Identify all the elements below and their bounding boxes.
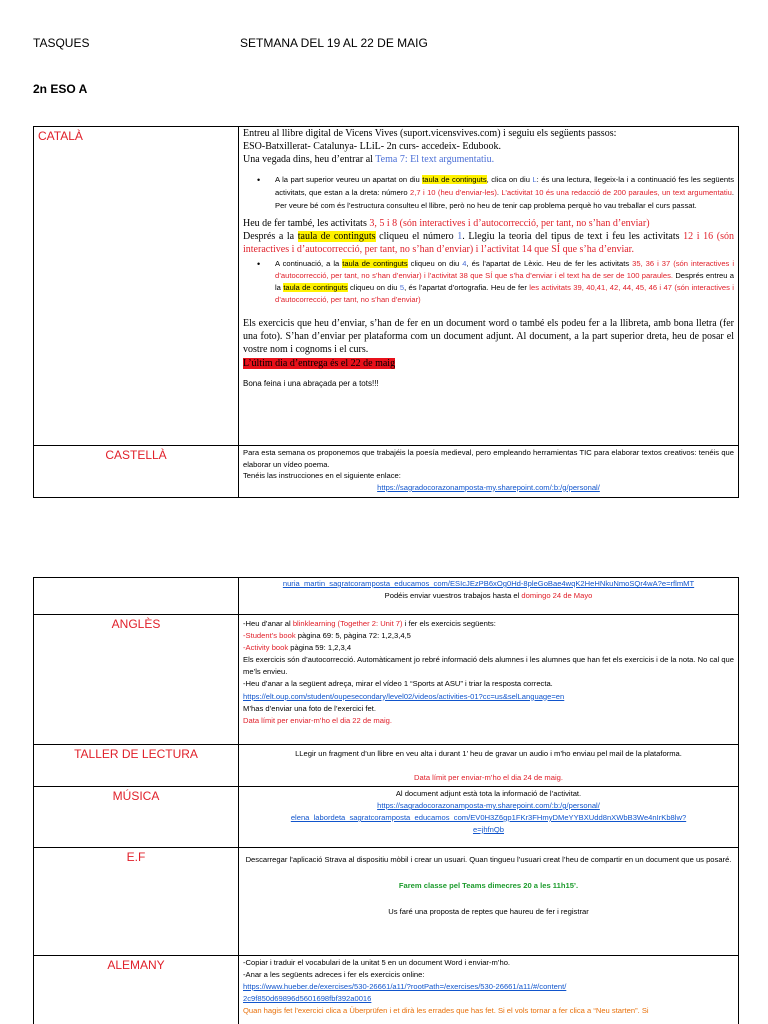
angles-line-4: Els exercicis són d’autocorrecció. Automàticament jo rebré informació dels alumnes i les alumnes que han fet els exercicis i de la nota. No cal que me’ls envieu. xyxy=(243,655,734,677)
alemany-link-1[interactable]: https://www.hueber.de/exercises/530-26661/a11/?rootPath=/exercises/530-26661/a11/#/content/ xyxy=(243,982,567,991)
musica-line-1: Al document adjunt està tota la informació de l’activitat. xyxy=(395,789,582,798)
content-angles xyxy=(239,615,739,745)
content-taller xyxy=(239,745,739,787)
musica-link-3[interactable]: e=jhfnQb xyxy=(472,825,505,834)
subject-ef: E.F xyxy=(34,848,239,956)
alemany-line-1: -Copiar i traduir el vocabulari de la unitat 5 en un document Word i enviar-m’ho. xyxy=(243,958,511,967)
alemany-line-3: Quan hagis fet l’exercici clica a Überprüfen i et dirà les errades que has fet. Si el vols tornar a fer clica a “Neu starten”. Si xyxy=(243,1006,649,1015)
header-week: SETMANA DEL 19 AL 22 DE MAIG xyxy=(240,36,428,50)
taller-line-1: LLegir un fragment d’un llibre en veu alta i durant 1’ heu de gravar un audio i m’ho enviau pel mail de la plataforma. xyxy=(295,749,682,758)
subject-taller: TALLER DE LECTURA xyxy=(34,745,239,787)
catala-intro-3: Una vegada dins, heu d’entrar al Tema 7: El text argumentatiu. xyxy=(243,153,495,165)
ef-line-3: Us faré una proposta de reptes que haureu de fer i registrar xyxy=(388,907,589,916)
tasks-table-page2 xyxy=(33,577,739,1024)
castella-line-1: Para esta semana os proponemos que trabajéis la poesía medieval, pero empleando herramientas TIC para elaborar textos creativos: tenéis que elaborar un vídeo poema. xyxy=(243,448,734,469)
table-row-catala xyxy=(34,127,739,446)
castella-line-2: Tenéis las instrucciones en el siguiente enlace: xyxy=(243,471,401,481)
table-row-musica xyxy=(34,787,739,848)
subject-catala: CATALÀ xyxy=(34,127,239,446)
subject-angles: ANGLÈS xyxy=(34,615,239,745)
subject-alemany: ALEMANY xyxy=(34,956,239,1024)
subject-empty xyxy=(34,578,239,615)
taller-deadline: Data límit per enviar-m’ho el dia 24 de maig. xyxy=(414,773,563,782)
angles-line-6: M’has d’enviar una foto de l’exercici fet. xyxy=(243,703,376,713)
table-row-castella-cont xyxy=(34,578,739,615)
catala-bullet-2: • A continuació, a la taula de continguts cliqueu on diu 4, és l’apartat de Lèxic. Heu de fer les activitats 35, 36 i 37 (són interactives i d’autocorrecció, per tant, no s’han d’enviar) i l’activitat 38 que SÍ que s’ha d’enviar i el text ha de ser de 100 paraules. Després entreu a la taula de continguts cliqueu on diu 5, és l’apartat d’ortografia. Heu de fer les activitats 39, 40,41, 42, 44, 45, 46 i 47 (són interactives i d’autocorrecció, per tant, no s’han d’enviar) xyxy=(257,258,734,307)
content-ef xyxy=(239,848,739,956)
castella-send-line: Podéis enviar vuestros trabajos hasta el domingo 24 de Mayo xyxy=(384,590,593,600)
angles-link[interactable]: https://elt.oup.com/student/oupesecondary/level02/videos/activities-01?cc=us&selLanguage=en xyxy=(243,691,565,701)
content-castella xyxy=(239,446,739,498)
castella-link-cont[interactable]: nuria_martin_sagratcoramposta_educamos_com/ESIcJEzPB6xOg0Hd-8pleGoBae4wqK2HeHNkuNmoSQr4wA?e=rflmMT xyxy=(282,579,695,588)
header-class: 2n ESO A xyxy=(33,82,88,96)
catala-closing: Bona feina i una abraçada per a tots!!! xyxy=(243,378,379,388)
content-musica xyxy=(239,787,739,848)
catala-bullet-1: • A la part superior veureu un apartat on diu taula de continguts, clica on diu L: és una lectura, llegeix-la i a continuació fes les següents activitats, que estan a la dreta: número 2,7 i 10 (heu d’enviar-les). L’activitat 10 és una redacció de 200 paraules, un text argumentatiu. Per veure bé com és l’estructura consulteu el llibre, però no heu de tenir cap problema perquè ho vau treballar el curs passat. xyxy=(257,174,734,212)
table-row-angles xyxy=(34,615,739,745)
content-castella-cont xyxy=(239,578,739,615)
angles-line-1: -Heu d’anar al blinklearning (Together 2: Unit 7) i fer els exercicis següents: xyxy=(243,619,496,628)
angles-deadline: Data límit per enviar-m’ho el dia 22 de maig. xyxy=(243,715,392,725)
subject-musica: MÚSICA xyxy=(34,787,239,848)
catala-intro-1: Entreu al llibre digital de Vicens Vives (suport.vicensvives.com) i seguiu els següents passos: xyxy=(243,128,617,139)
ef-class-line: Farem classe pel Teams dimecres 20 a les 11h15’. xyxy=(398,881,579,890)
musica-link-1[interactable]: https://sagradocorazonamposta-my.sharepoint.com/:b:/g/personal/ xyxy=(377,801,600,810)
content-alemany xyxy=(239,956,739,1024)
alemany-line-2: -Anar a les següents adreces i fer els exercicis online: xyxy=(243,970,425,979)
header-tasques: TASQUES xyxy=(33,36,90,50)
table-row-castella xyxy=(34,446,739,498)
angles-line-3: -Activity book pàgina 59: 1,2,3,4 xyxy=(243,643,352,653)
tasks-table-page1 xyxy=(33,126,739,498)
table-row-ef xyxy=(34,848,739,956)
content-catala xyxy=(239,127,739,446)
angles-line-2: -Student’s book pàgina 69: 5, pàgina 72: 1,2,3,4,5 xyxy=(243,631,411,641)
castella-link[interactable]: https://sagradocorazonamposta-my.sharepoint.com/:b:/g/personal/ xyxy=(377,482,600,492)
catala-para-4: Els exercicis que heu d’enviar, s’han de fer en un document word o també els podeu fer a la llibreta, amb bona lletra (fer una foto). S’han d’enviar per plataforma com un document adjunt. Al document, a la part superior dreta, heu de posar el vostre nom i cognoms i el curs. xyxy=(243,318,734,355)
subject-castella: CASTELLÀ xyxy=(34,446,239,498)
table-row-taller xyxy=(34,745,739,787)
ef-line-1: Descarregar l’aplicació Strava al dispositiu mòbil i crear un usuari. Quan tingueu l’usuari creat l’heu de compartir en un document que us posaré. xyxy=(245,855,732,864)
catala-para-3: Després a la taula de continguts cliqueu el número 1. Llegiu la teoria del tipus de text i feu les activitats 12 i 16 (són interactives i d’autocorrecció, per tant, no s’han d’enviar) i l’activitat 14 que SÍ que s’ha d’enviar. xyxy=(243,230,734,255)
catala-deadline: L’últim dia d’entrega és el 22 de maig xyxy=(243,357,396,369)
catala-para-2: Heu de fer també, les activitats 3, 5 i 8 (són interactives i d’autocorrecció, per tant, no s’han d’enviar) xyxy=(243,218,650,230)
table-row-alemany xyxy=(34,956,739,1024)
musica-link-2[interactable]: elena_labordeta_sagratcoramposta_educamos_com/EV0H3Z6gp1FKr3FHmyDMeYYBXUdd8nXWbB3We4nIrKb8lw? xyxy=(290,813,687,822)
alemany-link-2[interactable]: 2c9f850d69896d5601698fbf392a0016 xyxy=(243,994,372,1003)
catala-intro-2: ESO-Batxillerat- Catalunya- LLiL- 2n curs- accedeix- Edubook. xyxy=(243,140,501,152)
angles-line-5: -Heu d’anar a la següent adreça, mirar el vídeo 1 “Sports at ASU” i triar la resposta correcta. xyxy=(243,679,553,689)
